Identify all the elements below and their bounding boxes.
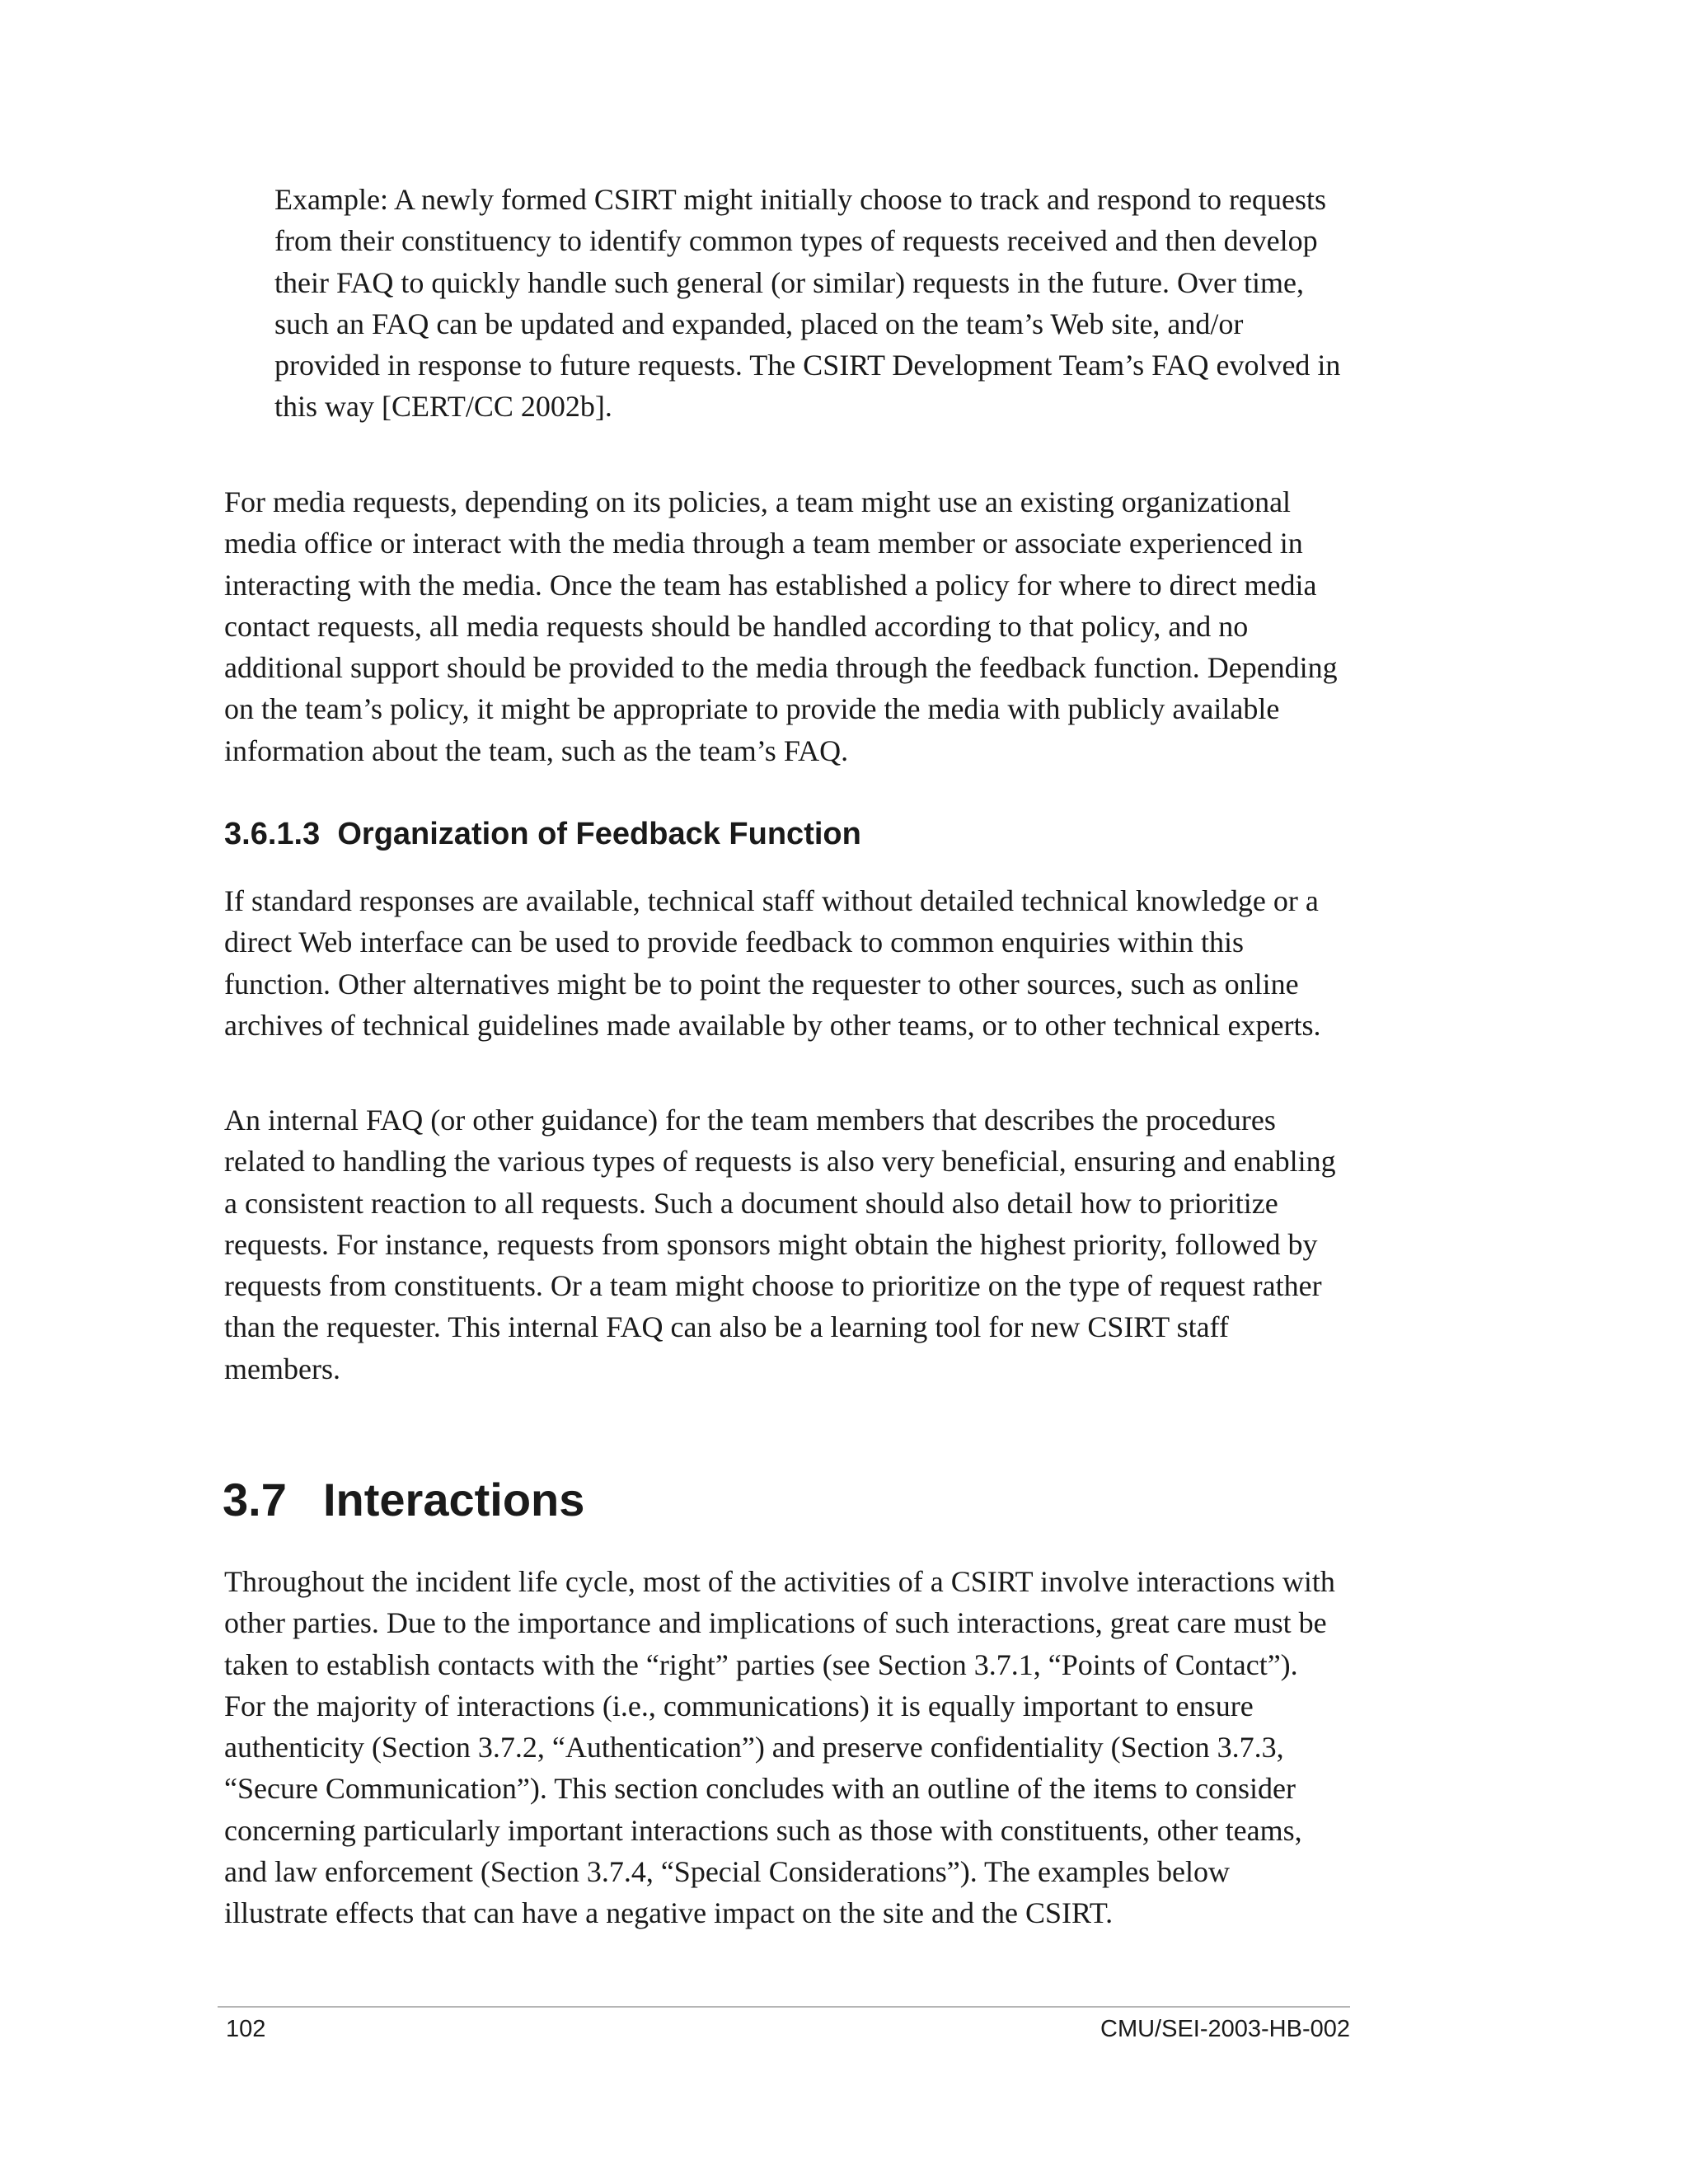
section-number: 3.7 xyxy=(223,1474,287,1526)
interactions-paragraph: Throughout the incident life cycle, most of the activities of a CSIRT involve interactions with other parties. Due to the importance and implications of such interactions, great care must be taken to establish contacts with the “right” parties (see Section 3.7.1, “Points of Contact”). For the majority of interactions (i.e., communications) it is equally important to ensure authenticity (Section 3.7.2, “Authentication”) and preserve confidentiality (Section 3.7.3, “Secure Communication”). This section concludes with an outline of the items to consider concerning particularly important interactions such as those with constituents, other teams, and law enforcement (Section 3.7.4, “Special Considerations”). The examples below illustrate effects that can have a negative impact on the site and the CSIRT. xyxy=(224,1565,1335,1930)
internal-faq-paragraph: An internal FAQ (or other guidance) for the team members that describes the procedures related to handling the various types of requests is also very beneficial, ensuring and enabling a consistent reaction to all requests. Such a document should also detail how to prioritize requests. For instance, requests from sponsors might obtain the highest priority, followed by requests from constituents. Or a team might choose to prioritize on the type of request rather than the requester. This internal FAQ can also be a learning tool for new CSIRT staff members. xyxy=(224,1104,1336,1385)
section-title: Interactions xyxy=(323,1474,585,1526)
footer-divider xyxy=(218,2006,1350,2008)
example-paragraph: Example: A newly formed CSIRT might initially choose to track and respond to requests from their constituency to identify common types of requests received and then develop their FAQ to quickly handle such general (or similar) requests in the future. Over time, such an FAQ can be updated and expanded, placed on the team’s Web site, and/or provided in response to future requests. The CSIRT Development Team’s FAQ evolved in this way [CERT/CC 2002b]. xyxy=(274,183,1341,424)
subsection-title: Organization of Feedback Function xyxy=(337,817,861,851)
section-heading xyxy=(223,1471,584,1529)
subsection-number: 3.6.1.3 xyxy=(224,817,321,851)
footer-document-id: CMU/SEI-2003-HB-002 xyxy=(1100,2016,1350,2042)
subsection-heading xyxy=(224,814,861,854)
footer-page-number: 102 xyxy=(226,2016,266,2042)
standard-responses-paragraph: If standard responses are available, technical staff without detailed technical knowledge or a direct Web interface can be used to provide feedback to common enquiries within this function. Other alternatives might be to point the requester to other sources, such as online archives of technical guidelines made available by other teams, or to other technical experts. xyxy=(224,884,1321,1042)
media-requests-paragraph: For media requests, depending on its policies, a team might use an existing organizational media office or interact with the media through a team member or associate experienced in interacting with the media. Once the team has established a policy for where to direct media contact requests, all media requests should be handled according to that policy, and no additional support should be provided to the media through the feedback function. Depending on the team’s policy, it might be appropriate to provide the media with publicly available information about the team, such as the team’s FAQ. xyxy=(224,485,1338,767)
